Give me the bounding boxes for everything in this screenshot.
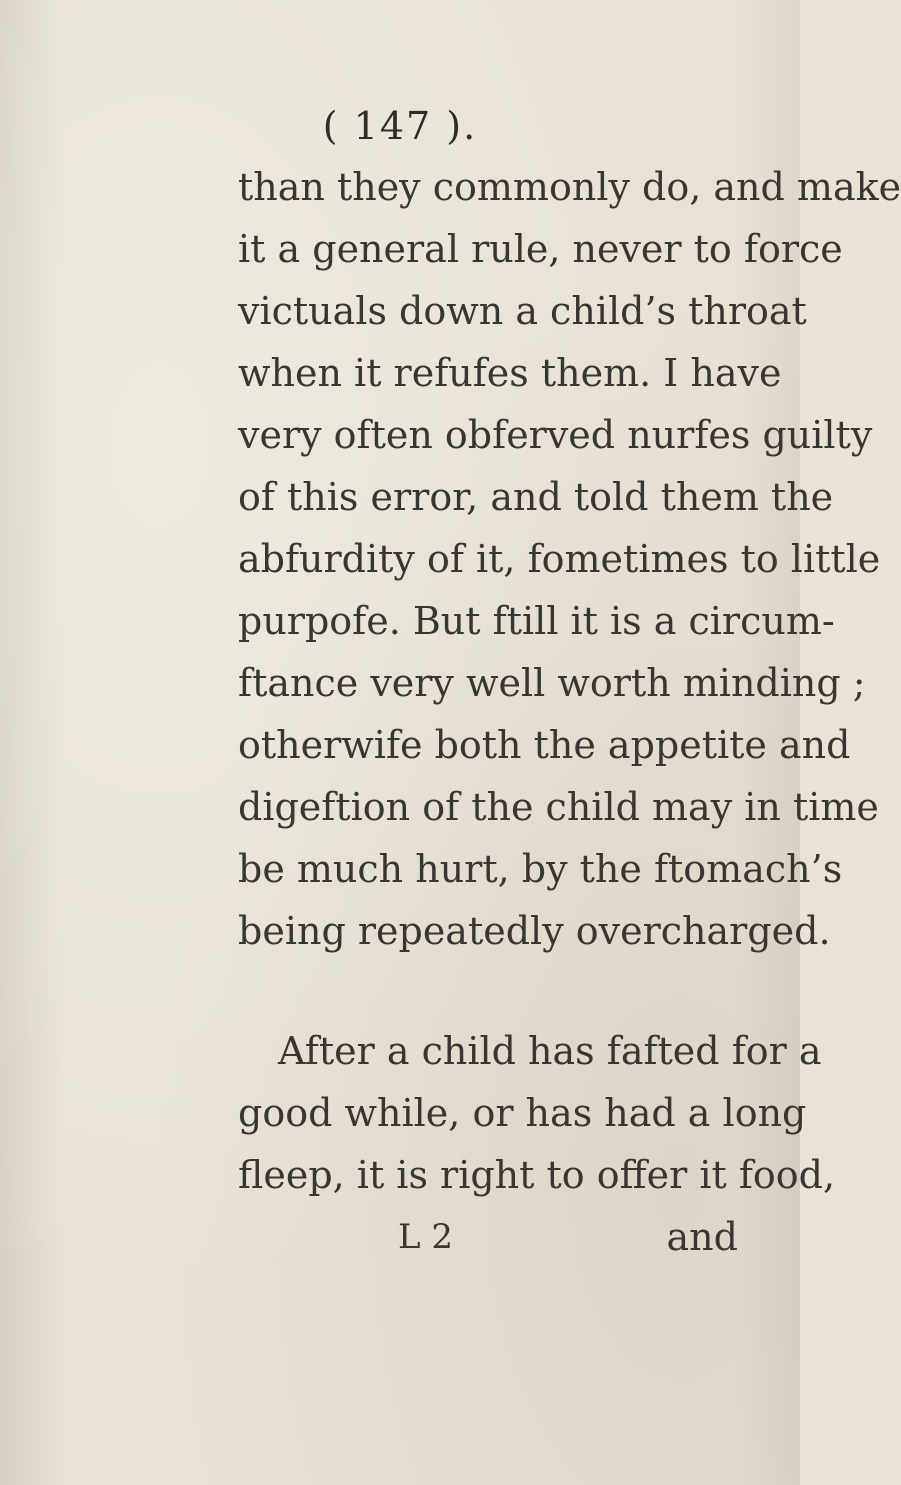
text-line: abfurdity of it, fometimes to little [238, 537, 881, 581]
body-text [238, 156, 901, 1268]
paragraph-gap [238, 962, 738, 1020]
catchword: and [666, 1215, 738, 1259]
text-line: otherwife both the appetite and [238, 723, 851, 767]
text-line: when it refufes them. I have [238, 351, 782, 395]
text-line: digeftion of the child may in time [238, 785, 879, 829]
text-line: being repeatedly overcharged. [238, 909, 831, 953]
text-line: fleep, it is right to offer it food, [238, 1153, 836, 1197]
page-footer [238, 1206, 738, 1268]
signature-mark: L 2 [398, 1217, 454, 1257]
text-line: ftance very well worth minding ; [238, 661, 866, 705]
text-line: than they commonly do, and make [238, 165, 901, 209]
text-line: After a child has fafted for a [278, 1029, 822, 1073]
text-line: victuals down a child’s throat [238, 289, 807, 333]
text-line: very often obferved nurfes guilty [238, 413, 873, 457]
text-line: of this error, and told them the [238, 475, 834, 519]
page-number: ( 147 ). [322, 104, 478, 148]
text-line: be much hurt, by the ftomach’s [238, 847, 843, 891]
text-line: it a general rule, never to force [238, 227, 843, 271]
text-line: good while, or has had a long [238, 1091, 807, 1135]
text-line: purpofe. But ftill it is a circum- [238, 599, 835, 643]
